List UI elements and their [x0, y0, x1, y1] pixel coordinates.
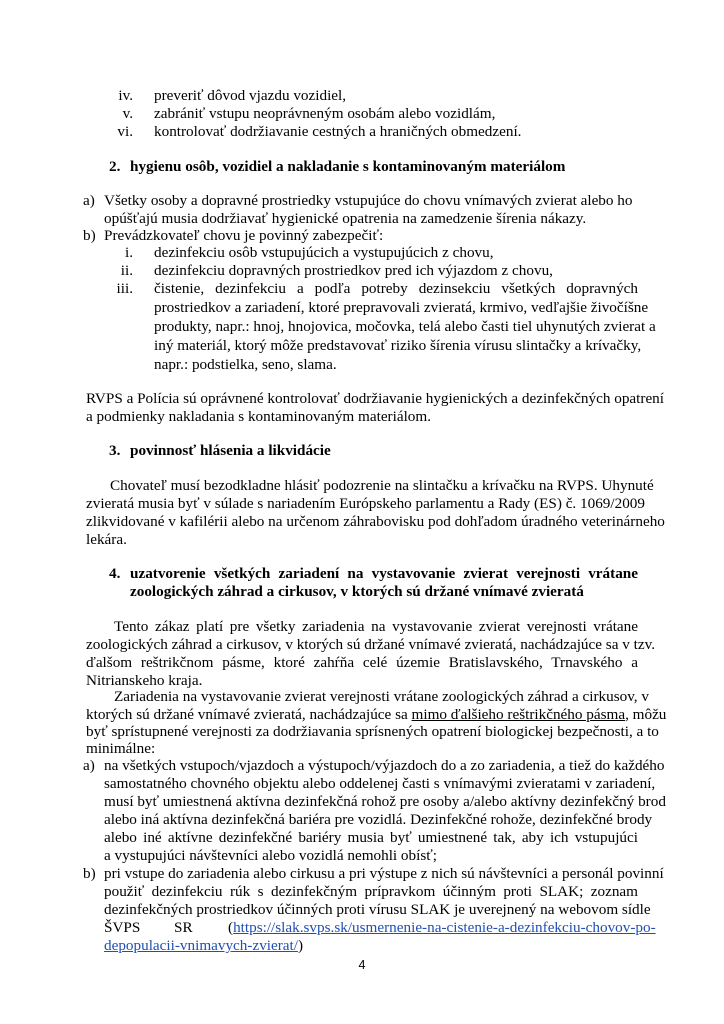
guidance-link[interactable]: https://slak.svps.sk/usmernenie-na-cistenie-a-dezinfekciu-chovov-po-: [233, 919, 656, 936]
list-number: ii.: [120, 262, 133, 279]
section-number: 4.: [109, 565, 121, 582]
list-number: v.: [122, 105, 133, 122]
list-number: iv.: [118, 87, 133, 104]
paragraph-line: alebo iná aktívna dezinfekčná bariéra pre vozidlá. Dezinfekčné rohože, dezinfekčné brody: [104, 811, 653, 828]
paragraph-line: dezinfekčných prostriedkov účinných proti vírusu SLAK je uverejnený na webovom sídle: [104, 901, 651, 918]
paragraph-line: minimálne:: [86, 740, 156, 757]
section-heading: hygienu osôb, vozidiel a nakladanie s kontaminovaným materiálom: [130, 158, 566, 175]
paragraph-line: RVPS a Polícia sú oprávnené kontrolovať dodržiavanie hygienických a dezinfekčných opatrení: [86, 390, 664, 407]
list-number: vi.: [117, 123, 133, 140]
paragraph-line: alebo iné aktívne dezinfekčné bariéry musia byť umiestnené tak, aby ich vstupujúci: [104, 829, 638, 846]
paragraph-line: zvieratá musia byť v súlade s nariadením Európskeho parlamentu a Rady (ES) č. 1069/2009: [86, 495, 645, 512]
paragraph-line: Nitrianskeho kraja.: [86, 672, 203, 689]
text-run: ): [297, 937, 304, 954]
item-label: a): [83, 192, 95, 209]
page-number: 4: [358, 958, 366, 972]
paragraph-line: lekára.: [86, 531, 127, 548]
section-number: 3.: [109, 442, 121, 459]
list-item-text: dezinfekciu osôb vstupujúcich a vystupujúcich z chovu,: [154, 244, 494, 261]
paragraph-line: Chovateľ musí bezodkladne hlásiť podozrenie na slintačku a krívačku na RVPS. Uhynuté: [110, 477, 654, 494]
item-label: a): [83, 757, 95, 774]
text-run: (: [228, 919, 234, 936]
paragraph-line: na všetkých vstupoch/vjazdoch a výstupoch/výjazdoch do a zo zariadenia, a tiež do každého: [104, 757, 665, 774]
paragraph-line: použiť dezinfekciu rúk s dezinfekčným prípravkom účinným proti SLAK; zoznam: [104, 883, 638, 900]
list-item-text: produkty, napr.: hnoj, hnojovica, močovka, telá alebo časti tiel uhynutých zvierat a: [154, 318, 656, 335]
paragraph-line: Všetky osoby a dopravné prostriedky vstupujúce do chovu vnímavých zvierat alebo ho: [104, 192, 633, 209]
item-label: b): [83, 865, 96, 882]
guidance-link-continued[interactable]: depopulacii-vnimavych-zvierat/: [104, 937, 298, 954]
paragraph-line: [104, 936, 303, 955]
text-run: ktorých sú držané vnímavé zvieratá, nachádzajúce sa: [86, 706, 412, 723]
list-item-text: čistenie, dezinfekciu a podľa potreby dezinsekciu všetkých dopravných: [154, 280, 638, 297]
paragraph-line: SR: [174, 919, 193, 936]
section-number: 2.: [109, 158, 121, 175]
paragraph-line: ŠVPS: [104, 919, 141, 936]
list-item-text: napr.: podstielka, seno, slama.: [154, 356, 337, 373]
paragraph-line: ďalšom reštrikčnom pásme, ktoré zahŕňa celé územie Bratislavského, Trnavského a: [86, 654, 638, 671]
list-item-text: kontrolovať dodržiavanie cestných a hraničných obmedzení.: [154, 123, 522, 140]
paragraph-line: Tento zákaz platí pre všetky zariadenia na vystavovanie zvierat verejnosti vrátane: [114, 618, 638, 635]
paragraph-line: Zariadenia na vystavovanie zvierat verejnosti vrátane zoologických záhrad a cirkusov, v: [114, 688, 649, 705]
paragraph-line: musí byť umiestnená aktívna dezinfekčná rohož pre osoby a/alebo aktívny dezinfekčný brod: [104, 793, 666, 810]
list-item-text: iný materiál, ktorý môže predstavovať riziko šírenia vírusu slintačky a krívačky,: [154, 337, 642, 354]
paragraph-line: a podmienky nakladania s kontaminovaným materiálom.: [86, 408, 432, 425]
paragraph-line: byť sprístupnené verejnosti za dodržiavania sprísnených opatrení biologickej bezpečnosti, a to: [86, 723, 659, 740]
section-heading: zoologických záhrad a cirkusov, v ktorých sú držané vnímavé zvieratá: [130, 583, 584, 600]
list-item-text: preveriť dôvod vjazdu vozidiel,: [154, 87, 347, 104]
paragraph-line: zoologických záhrad a cirkusov, v ktorých sú držané vnímavé zvieratá, nachádzajúce sa v tzv.: [86, 636, 655, 653]
paragraph-line: Prevádzkovateľ chovu je povinný zabezpečiť:: [104, 227, 384, 244]
paragraph-line: a vystupujúci návštevníci alebo vozidlá nemohli obísť;: [104, 847, 437, 864]
section-heading: uzatvorenie všetkých zariadení na vystavovanie zvierat verejnosti vrátane: [130, 565, 638, 582]
list-item-text: dezinfekciu dopravných prostriedkov pred ich výjazdom z chovu,: [154, 262, 553, 279]
list-number: iii.: [116, 280, 133, 297]
list-item-text: prostriedkov a zariadení, ktoré prepravovali zvieratá, krmivo, vedľajšie živočíšne: [154, 299, 649, 316]
paragraph-line: zlikvidované v kafilérii alebo na určenom záhrabovisku pod dohľadom úradného veterinárneho: [86, 513, 665, 530]
paragraph-line: [228, 918, 656, 937]
paragraph-line: opúšťajú musia dodržiavať hygienické opatrenia na zamedzenie šírenia nákazy.: [104, 210, 587, 227]
underlined-phrase: mimo ďalšieho reštrikčného pásma: [411, 706, 626, 723]
item-label: b): [83, 227, 96, 244]
section-heading: povinnosť hlásenia a likvidácie: [130, 442, 331, 459]
paragraph-line: pri vstupe do zariadenia alebo cirkusu a pri výstupe z nich sú návštevníci a personál povinní: [104, 865, 664, 882]
list-number: i.: [124, 244, 133, 261]
text-run: , môžu: [625, 706, 667, 723]
list-item-text: zabrániť vstupu neoprávneným osobám alebo vozidlám,: [154, 105, 496, 122]
paragraph-line: samostatného chovného objektu alebo oddelenej časti s vnímavými zvieratami v zariadení,: [104, 775, 656, 792]
